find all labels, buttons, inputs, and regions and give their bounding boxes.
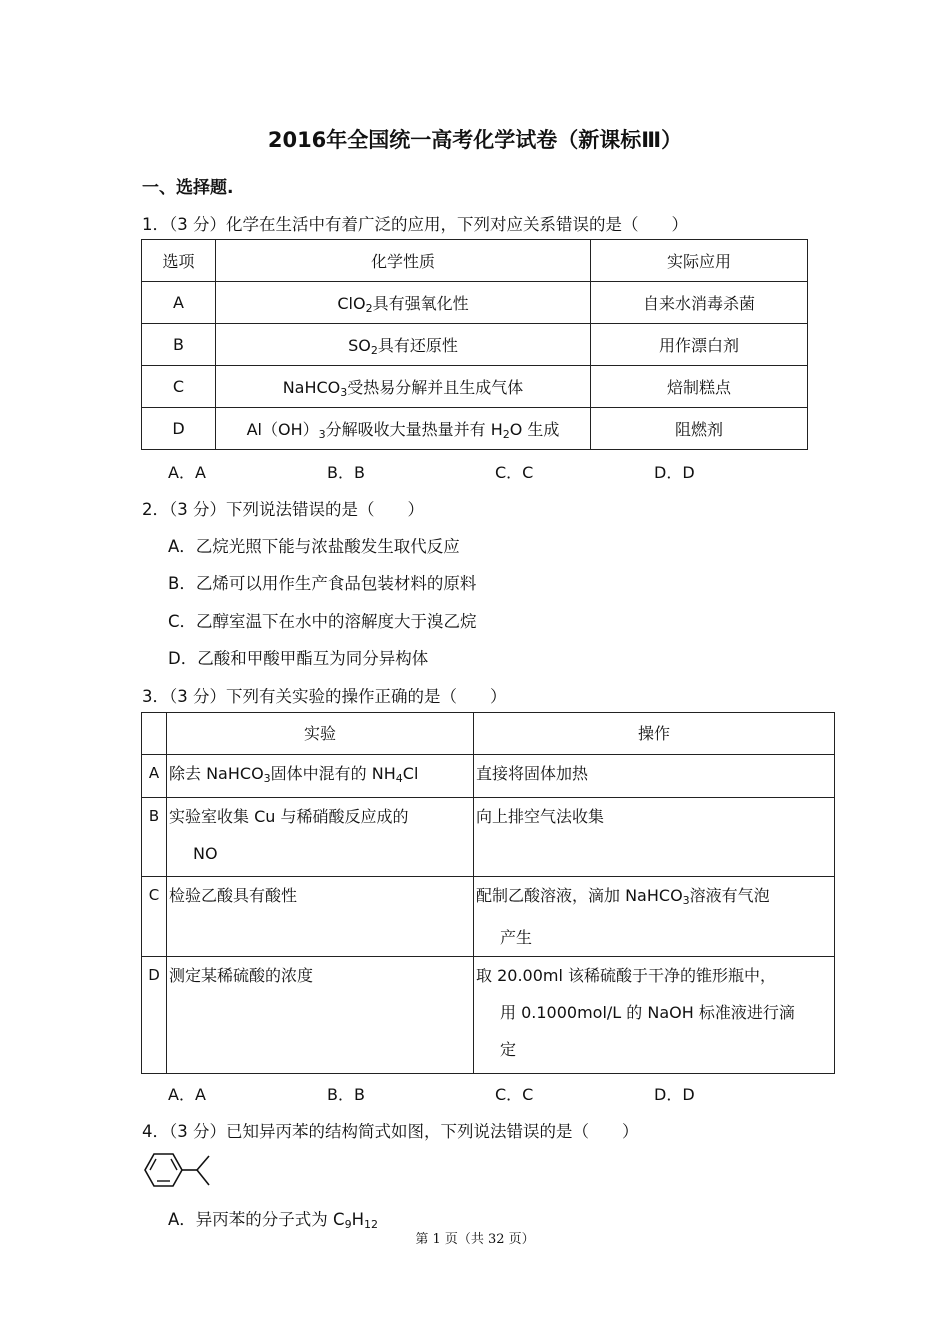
table-row xyxy=(142,755,835,798)
header-property: 化学性质 xyxy=(216,240,591,282)
question-2-option-c: C．乙醇室温下在水中的溶解度大于溴乙烷 xyxy=(168,612,477,631)
table-row xyxy=(142,366,808,408)
question-3-table xyxy=(141,712,835,1074)
question-3-stem: 3．（3 分）下列有关实验的操作正确的是（ ） xyxy=(142,687,507,706)
choice-a: A．A xyxy=(168,463,206,482)
question-2-option-d: D．乙酸和甲酸甲酯互为同分异构体 xyxy=(168,649,429,668)
table-row xyxy=(142,282,808,324)
row-option: C xyxy=(142,366,216,408)
table-row xyxy=(142,957,835,1074)
question-2-stem: 2．（3 分）下列说法错误的是（ ） xyxy=(142,500,424,519)
choice-c: C．C xyxy=(495,463,534,482)
question-3-choices xyxy=(168,1082,788,1106)
table-row xyxy=(142,408,808,450)
row-application: 焙制糕点 xyxy=(591,366,808,408)
row-application: 自来水消毒杀菌 xyxy=(591,282,808,324)
row-experiment: 实验室收集 Cu 与稀硝酸反应成的 NO xyxy=(167,798,474,877)
header-operation: 操作 xyxy=(474,713,835,755)
choice-c: C．C xyxy=(495,1085,534,1104)
question-1-stem: 1．（3 分）化学在生活中有着广泛的应用，下列对应关系错误的是（ ） xyxy=(142,215,688,234)
row-operation: 向上排空气法收集 xyxy=(474,798,835,877)
row-experiment: 除去 NaHCO$_3$固体中混有的 $NH_4Cl$ xyxy=(167,755,474,798)
choice-b: B．B xyxy=(327,1085,365,1104)
row-experiment: 检验乙酸具有酸性 xyxy=(167,877,474,957)
header-application: 实际应用 xyxy=(591,240,808,282)
question-1-choices xyxy=(168,460,788,484)
section-heading: 一、选择题. xyxy=(142,178,234,198)
choice-b: B．B xyxy=(327,463,365,482)
row-option: D xyxy=(142,957,167,1074)
table-header-row xyxy=(142,713,835,755)
row-application: 用作漂白剂 xyxy=(591,324,808,366)
page-footer: 第 1 页（共 32 页） xyxy=(415,1232,535,1247)
row-operation: 取 20.00ml 该稀硫酸于干净的锥形瓶中， 用 0.1000mol/L 的 NaOH 标准液进行滴 定 xyxy=(474,957,835,1074)
row-option: A xyxy=(142,282,216,324)
header-experiment: 实验 xyxy=(167,713,474,755)
row-property: ClO$_2$具有强氧化性 xyxy=(216,282,591,324)
row-property: NaHCO$_3$受热易分解并且生成气体 xyxy=(216,366,591,408)
question-2-option-b: B．乙烯可以用作生产食品包装材料的原料 xyxy=(168,574,477,593)
row-experiment: 测定某稀硫酸的浓度 xyxy=(167,957,474,1074)
row-option: A xyxy=(142,755,167,798)
choice-d: D．D xyxy=(654,463,695,482)
question-1-table xyxy=(141,239,808,450)
methyl-bond xyxy=(197,1170,209,1185)
row-application: 阻燃剂 xyxy=(591,408,808,450)
row-option: D xyxy=(142,408,216,450)
choice-a: A．A xyxy=(168,1085,206,1104)
methyl-bond xyxy=(197,1156,209,1170)
question-4-option-a: A．异丙苯的分子式为 $C_9H_{12}$ xyxy=(168,1210,378,1231)
question-4-stem: 4．（3 分）已知异丙苯的结构简式如图，下列说法错误的是（ ） xyxy=(142,1122,639,1141)
choice-d: D．D xyxy=(654,1085,695,1104)
table-header-row xyxy=(142,240,808,282)
question-2-option-a: A．乙烷光照下能与浓盐酸发生取代反应 xyxy=(168,537,460,556)
row-property: $Al(OH)_3$分解吸收大量热量并有 $H_2O$ 生成 xyxy=(216,408,591,450)
header-option: 选项 xyxy=(142,240,216,282)
isopropylbenzene-structure xyxy=(141,1148,221,1192)
table-row xyxy=(142,324,808,366)
row-operation: 配制乙酸溶液，滴加 NaHCO$_3$溶液有气泡 产生 xyxy=(474,877,835,957)
row-property: $SO_2$具有还原性 xyxy=(216,324,591,366)
table-row xyxy=(142,798,835,877)
row-option: B xyxy=(142,324,216,366)
page-title: 2016年全国统一高考化学试卷（新课标Ⅲ） xyxy=(267,128,683,152)
row-option: C xyxy=(142,877,167,957)
table-row xyxy=(142,877,835,957)
row-option: B xyxy=(142,798,167,877)
row-operation: 直接将固体加热 xyxy=(474,755,835,798)
header-blank xyxy=(142,713,167,755)
